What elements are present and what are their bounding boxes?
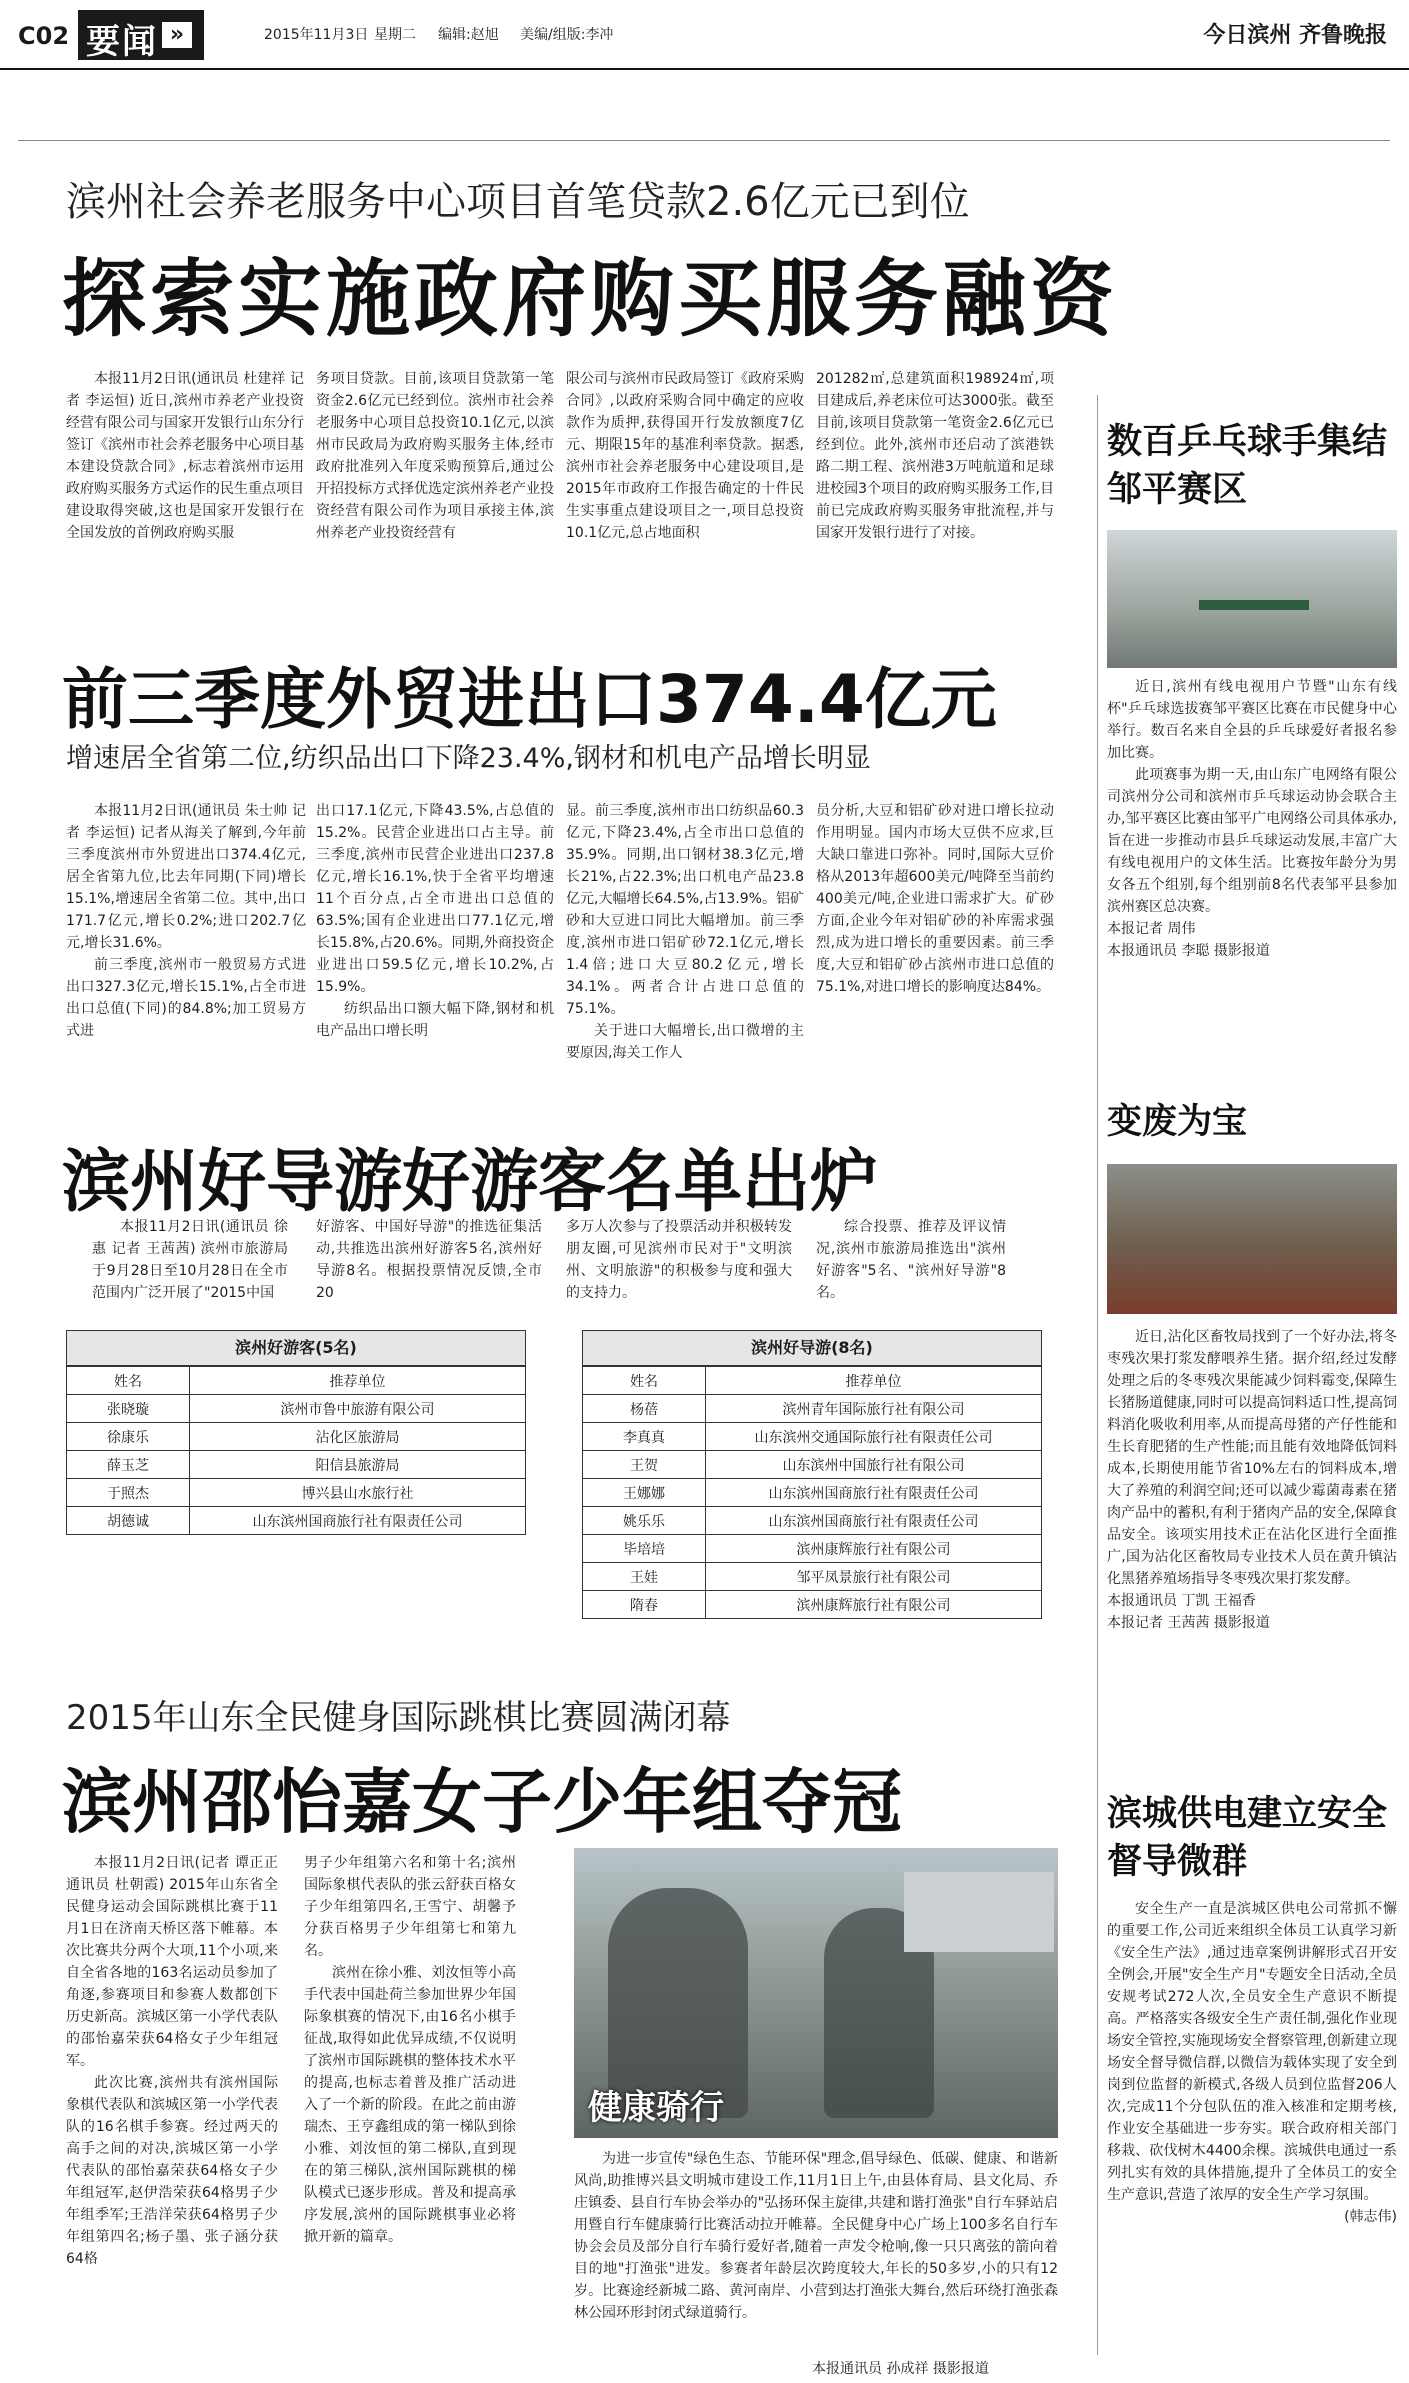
cell-name: 胡德诚 <box>67 1507 190 1535</box>
story4-col2-para2: 滨州在徐小雅、刘汝恒等小高手代表中国赴荷兰参加世界少年国际象棋赛的情况下,由16名小棋手征战,取得如此优异成绩,不仅说明了滨州市国际跳棋的整体技术水平的提高,也标志着普及推广活动进入了一个新的阶段。在此之前由游瑞杰、王亨鑫组成的第一梯队到徐小雅、刘汝恒的第二梯队,直到现在的第三梯队,滨州国际跳棋的梯队模式已逐步形成。普及和提高承序发展,滨州的国际跳棋事业必将掀开新的篇章。 <box>304 1965 516 2245</box>
issue-date: 2015年11月3日 <box>264 27 369 43</box>
cell-name: 张晓璇 <box>67 1395 190 1423</box>
story3-col2 <box>316 1216 542 1304</box>
story2-headline: 前三季度外贸进出口374.4亿元 <box>62 661 997 738</box>
story1-col4-text: 201282㎡,总建筑面积198924㎡,项目建成后,养老床位可达3000张。截至目前,该项目贷款第一笔资金2.6亿元已经到位。此外,滨州市还启动了滨港铁路二期工程、滨州港3万吨航道和足球进校园3个项目的政府购买服务工作,目前已完成政府购买服务审批流程,并与国家开发银行进行了对接。 <box>816 371 1054 541</box>
story3-col1 <box>92 1216 288 1304</box>
jujube-photo <box>1107 1164 1397 1314</box>
side3-story <box>1107 1898 1397 2228</box>
header-divider <box>0 68 1409 70</box>
side2-title: 变废为宝 <box>1107 1102 1248 1142</box>
side1-title: 数百乒乓球手集结邹平赛区 <box>1107 422 1388 510</box>
designer: 美编/组版:李冲 <box>520 27 614 43</box>
cycling-photo <box>574 1848 1058 2138</box>
section-label: 要闻 <box>86 22 158 62</box>
column-header: 姓名 <box>583 1367 706 1395</box>
tourists-table <box>66 1330 526 1535</box>
story3-col1-text: 本报11月2日讯(通讯员 徐惠 记者 王茜茜) 滨州市旅游局于9月28日至10月28日在全市范围内广泛开展了"2015中国 <box>92 1219 288 1301</box>
guides-table <box>582 1330 1042 1619</box>
bike-credit: 本报通讯员 孙成祥 摄影报道 <box>812 2361 989 2377</box>
side2-credit1: 本报通讯员 丁凯 王福香 <box>1107 1593 1256 1609</box>
story1-col1-text: 本报11月2日讯(通讯员 杜建祥 记者 李运恒) 近日,滨州市养老产业投资经营有限公司与国家开发银行山东分行签订《滨州市社会养老服务中心项目基本建设贷款合同》,标志着滨州市运用政府购买服务方式运作的民生重点项目建设取得突破,这也是国家开发银行在全国发放的首例政府购买服 <box>66 371 304 541</box>
story4-headline: 滨州邵怡嘉女子少年组夺冠 <box>62 1761 902 1843</box>
story2-col3-para1: 显。前三季度,滨州市出口纺织品60.3亿元,下降23.4%,占全市出口总值的35.9%。同期,出口钢材38.3亿元,增长21%,占22.3%;出口机电产品23.8亿元,大幅增长64.5%,占13.9%。铝矿砂和大豆进口同比大幅增加。前三季度,滨州市进口铝矿砂72.1亿元,增长1.4倍;进口大豆80.2亿元,增长34.1%。两者合计占进口总值的75.1%。 <box>566 803 804 1017</box>
guides-table-caption: 滨州好导游(8名) <box>582 1330 1042 1366</box>
cell-name: 王娃 <box>583 1563 706 1591</box>
table-header-row <box>583 1367 1042 1395</box>
cell-name: 王娜娜 <box>583 1479 706 1507</box>
story2-col3 <box>566 800 804 1064</box>
story1-col3-text: 限公司与滨州市民政局签订《政府采购合同》,以政府采购合同中确定的应收款作为质押,获得国开行发放额度7亿元、期限15年的基准利率贷款。据悉,滨州市社会养老服务中心建设项目,是2015年市政府工作报告确定的十件民生实事重点建设项目之一,项目总投资10.1亿元,总占地面积 <box>566 371 804 541</box>
cell-name: 毕培培 <box>583 1535 706 1563</box>
story2-col1-para2: 前三季度,滨州市一般贸易方式进出口327.3亿元,增长15.1%,占全市进出口总值(下同)的84.8%;加工贸易方式进 <box>66 957 306 1039</box>
story3-headline: 滨州好导游好游客名单出炉 <box>62 1143 879 1222</box>
table-header-row <box>67 1367 526 1395</box>
table-row <box>583 1535 1042 1563</box>
cell-name: 隋春 <box>583 1591 706 1619</box>
cell-name: 姚乐乐 <box>583 1507 706 1535</box>
table-row <box>67 1395 526 1423</box>
story3-col2-text: 好游客、中国好导游"的推选征集活动,共推选出滨州好游客5名,滨州好导游8名。根据投票情况反馈,全市20 <box>316 1219 542 1301</box>
story3-col3-text: 多万人次参与了投票活动并积极转发朋友圈,可见滨州市民对于"文明滨州、文明旅游"的积极参与度和强大的支持力。 <box>566 1219 792 1301</box>
story2-col2-para2: 纺织品出口额大幅下降,钢材和机电产品出口增长明 <box>316 1001 554 1039</box>
cell-unit: 沾化区旅游局 <box>190 1423 526 1451</box>
column-divider <box>1097 395 1098 2355</box>
story1-kicker: 滨州社会养老服务中心项目首笔贷款2.6亿元已到位 <box>66 179 970 225</box>
cell-unit: 滨州市鲁中旅游有限公司 <box>190 1395 526 1423</box>
side3-title: 滨城供电建立安全督导微群 <box>1107 1794 1388 1882</box>
story3-col4-text: 综合投票、推荐及评议情况,滨州市旅游局推选出"滨州好游客"5名、"滨州好导游"8名。 <box>816 1219 1006 1301</box>
table-row <box>583 1507 1042 1535</box>
story4-col1-para1: 本报11月2日讯(记者 谭正正 通讯员 杜朝霞) 2015年山东省全民健身运动会国际跳棋比赛于11月1日在济南天桥区落下帷幕。本次比赛共分两个大项,11个小项,来自全省各地的163名运动员参加了角逐,参赛项目和参赛人数都创下历史新高。滨城区第一小学代表队的邵怡嘉荣获64格女子少年组冠军。 <box>66 1855 278 2069</box>
side1-para1: 近日,滨州有线电视用户节暨"山东有线杯"乒乓球选拔赛邹平赛区比赛在市民健身中心举行。数百名来自全县的乒乓球爱好者报名参加比赛。 <box>1107 679 1397 761</box>
story3-col4 <box>816 1216 1006 1304</box>
editor: 编辑:赵旭 <box>438 27 499 43</box>
side1-credit1: 本报记者 周伟 <box>1107 921 1196 937</box>
cell-unit: 山东滨州国商旅行社有限责任公司 <box>190 1507 526 1535</box>
side2-text: 近日,沾化区畜牧局找到了一个好办法,将冬枣残次果打浆发酵喂养生猪。据介绍,经过发酵处理之后的冬枣残次果能减少饲料霉变,保障生长猪肠道健康,同时可以提高饲料适口性,提高饲料消化吸收利用率,从而提高母猪的产仔性能和生长育肥猪的生产性能;而且能有效地降低饲料成本,长期使用能节省10%左右的饲料成本,增大了养殖的利润空间;还可以减少霉菌毒素在猪肉产品中的蓄积,有利于猪肉产品的安全,保障食品安全。该项实用技术正在沾化区进行全面推广,国为沾化区畜牧局专业技术人员在黄升镇沾化黑猪养殖场指导冬枣残次果打浆发酵。 <box>1107 1329 1397 1587</box>
story2-subhead: 增速居全省第二位,纺织品出口下降23.4%,钢材和机电产品增长明显 <box>66 743 871 774</box>
cell-unit: 邹平凤景旅行社有限公司 <box>706 1563 1042 1591</box>
cell-unit: 山东滨州中国旅行社有限公司 <box>706 1451 1042 1479</box>
cell-name: 李真真 <box>583 1423 706 1451</box>
photo-caption: 健康骑行 <box>588 2088 724 2128</box>
cell-unit: 滨州康辉旅行社有限公司 <box>706 1535 1042 1563</box>
cell-unit: 山东滨州国商旅行社有限责任公司 <box>706 1507 1042 1535</box>
side1-credit2: 本报通讯员 李聪 摄影报道 <box>1107 943 1270 959</box>
cell-unit: 阳信县旅游局 <box>190 1451 526 1479</box>
top-rule <box>18 140 1390 141</box>
cell-name: 于照杰 <box>67 1479 190 1507</box>
cell-unit: 山东滨州国商旅行社有限责任公司 <box>706 1479 1042 1507</box>
bike-story <box>574 2148 1058 2324</box>
cell-name: 杨蓓 <box>583 1395 706 1423</box>
table-row <box>583 1479 1042 1507</box>
side2-credit2: 本报记者 王茜茜 摄影报道 <box>1107 1615 1270 1631</box>
story1-col3 <box>566 368 804 544</box>
story3-col3 <box>566 1216 792 1304</box>
story1-col4 <box>816 368 1054 544</box>
story4-col1 <box>66 1852 278 2270</box>
story2-col3-para2: 关于进口大幅增长,出口微增的主要原因,海关工作人 <box>566 1023 804 1061</box>
story4-col1-para2: 此次比赛,滨州共有滨州国际象棋代表队和滨城区第一小学代表队的16名棋手参赛。经过两天的高手之间的对决,滨城区第一小学代表队的邵怡嘉荣获64格女子少年组冠军,赵伊浩荣获64格男子少年组季军;王浩洋荣获64格男子少年组第四名;杨子墨、张子涵分获64格 <box>66 2075 278 2267</box>
story2-col4-text: 员分析,大豆和铝矿砂对进口增长拉动作用明显。国内市场大豆供不应求,巨大缺口靠进口弥补。同时,国际大豆价格从2013年超600美元/吨降至当前约400美元/吨,企业进口需求扩大。矿砂方面,企业今年对铝矿砂的补库需求强烈,成为进口增长的重要因素。前三季度,大豆和铝矿砂占滨州市进口总值的75.1%,对进口增长的影响度达84%。 <box>816 803 1054 995</box>
side2-story <box>1107 1326 1397 1634</box>
ping-pong-table <box>1199 600 1309 610</box>
table-row <box>583 1591 1042 1619</box>
side1-para2: 此项赛事为期一天,由山东广电网络有限公司滨州分公司和滨州市乒乓球运动协会联合主办,邹平赛区比赛由邹平广电网络公司具体承办,旨在进一步推动市县乒乓球运动发展,丰富广大有线电视用户的文体生活。比赛按年龄分为男女各五个组别,每个组别前8名代表邹平县参加滨州赛区总决赛。 <box>1107 767 1397 915</box>
page-number: C02 <box>18 22 70 50</box>
cell-name: 王贺 <box>583 1451 706 1479</box>
table-row <box>67 1479 526 1507</box>
cell-unit: 山东滨州交通国际旅行社有限责任公司 <box>706 1423 1042 1451</box>
column-header: 推荐单位 <box>190 1367 526 1395</box>
side3-credit: (韩志伟) <box>1344 2209 1397 2225</box>
story1-col1 <box>66 368 304 544</box>
chevron-right-icon: » <box>162 22 192 48</box>
story4-col2-para1: 男子少年组第六名和第十名;滨州国际象棋代表队的张云舒获百格女子少年组第四名,王雪宁、胡馨予分获百格男子少年组第七和第九名。 <box>304 1855 516 1959</box>
cell-name: 薛玉芝 <box>67 1451 190 1479</box>
table-tennis-photo <box>1107 530 1397 668</box>
story1-col2 <box>316 368 554 544</box>
issue-weekday: 星期二 <box>374 27 416 43</box>
story2-col2-para1: 出口17.1亿元,下降43.5%,占总值的15.2%。民营企业进出口占主导。前三季度,滨州市民营企业进出口237.8亿元,增长16.1%,快于全省平均增速11个百分点,占全市进出口总值的63.5%;国有企业进出口77.1亿元,增长15.8%,占20.6%。同期,外商投资企业进出口59.5亿元,增长10.2%,占15.9%。 <box>316 803 554 995</box>
column-header: 推荐单位 <box>706 1367 1042 1395</box>
column-header: 姓名 <box>67 1367 190 1395</box>
story1-col2-text: 务项目贷款。目前,该项目贷款第一笔资金2.6亿元已经到位。滨州市社会养老服务中心项目总投资10.1亿元,以滨州市民政局为政府购买服务主体,经市政府批准列入年度采购预算后,通过公开招投标方式择优选定滨州养老产业投资经营有限公司作为项目承接主体,滨州养老产业投资经营有 <box>316 371 554 541</box>
table-row <box>583 1423 1042 1451</box>
building <box>904 1872 1054 1952</box>
table-row <box>67 1507 526 1535</box>
cell-name: 徐康乐 <box>67 1423 190 1451</box>
table-row <box>583 1563 1042 1591</box>
tourists-table-caption: 滨州好游客(5名) <box>66 1330 526 1366</box>
story2-col2 <box>316 800 554 1042</box>
side1-story <box>1107 676 1397 962</box>
table-row <box>583 1395 1042 1423</box>
story2-col1 <box>66 800 306 1042</box>
cell-unit: 滨州青年国际旅行社有限公司 <box>706 1395 1042 1423</box>
story2-col1-para1: 本报11月2日讯(通讯员 朱士帅 记者 李运恒) 记者从海关了解到,今年前三季度滨州市外贸进出口374.4亿元,居全省第九位,比去年同期(下同)增长15.1%,增速居全省第二位。其中,出口171.7亿元,增长0.2%;进口202.7亿元,增长31.6%。 <box>66 803 306 951</box>
cell-unit: 博兴县山水旅行社 <box>190 1479 526 1507</box>
table-row <box>67 1423 526 1451</box>
story2-col4 <box>816 800 1054 998</box>
story4-kicker: 2015年山东全民健身国际跳棋比赛圆满闭幕 <box>66 1698 731 1738</box>
table-row <box>583 1451 1042 1479</box>
story1-headline: 探索实施政府购买服务融资 <box>62 250 1119 348</box>
side3-text: 安全生产一直是滨城区供电公司常抓不懈的重要工作,公司近来组织全体员工认真学习新《安全生产法》,通过违章案例讲解形式召开安全例会,开展"安全生产月"专题安全日活动,全员安规考试272人次,全员安全生产意识不断提高。严格落实各级安全生产责任制,强化作业现场安全管控,实施现场安全督察管理,创新建立现场安全督导微信群,以微信为载体实现了安全到岗到位监督的新模式,各级人员到位监督206人次,完成11个分包队伍的准入核准和定期考核,作业安全基础进一步夯实。联合政府相关部门移栽、砍伐树木4400余棵。滨城供电通过一系列扎实有效的具体措施,提升了全体员工的安全生产意识,营造了浓厚的安全生产学习氛围。 <box>1107 1901 1397 2203</box>
cell-unit: 滨州康辉旅行社有限公司 <box>706 1591 1042 1619</box>
story4-col2 <box>304 1852 516 2248</box>
table-row <box>67 1451 526 1479</box>
masthead: 今日滨州 齐鲁晚报 <box>1203 22 1387 48</box>
bike-story-text: 为进一步宣传"绿色生态、节能环保"理念,倡导绿色、低碳、健康、和谐新风尚,助推博兴县文明城市建设工作,11月1日上午,由县体育局、县文化局、乔庄镇委、县自行车协会举办的"弘扬环保主旋律,共建和谐打渔张"自行车驿站启用暨自行车健康骑行比赛活动拉开帷幕。全民健身中心广场上100多名自行车协会会员及部分自行车骑行爱好者,随着一声发令枪响,像一只只离弦的箭向着目的地"打渔张"进发。参赛者年龄层次跨度较大,年长的50多岁,小的只有12岁。比赛途经新城二路、黄河南岸、小营到达打渔张大舞台,然后环绕打渔张森林公园环形封闭式绿道骑行。 <box>574 2151 1058 2321</box>
